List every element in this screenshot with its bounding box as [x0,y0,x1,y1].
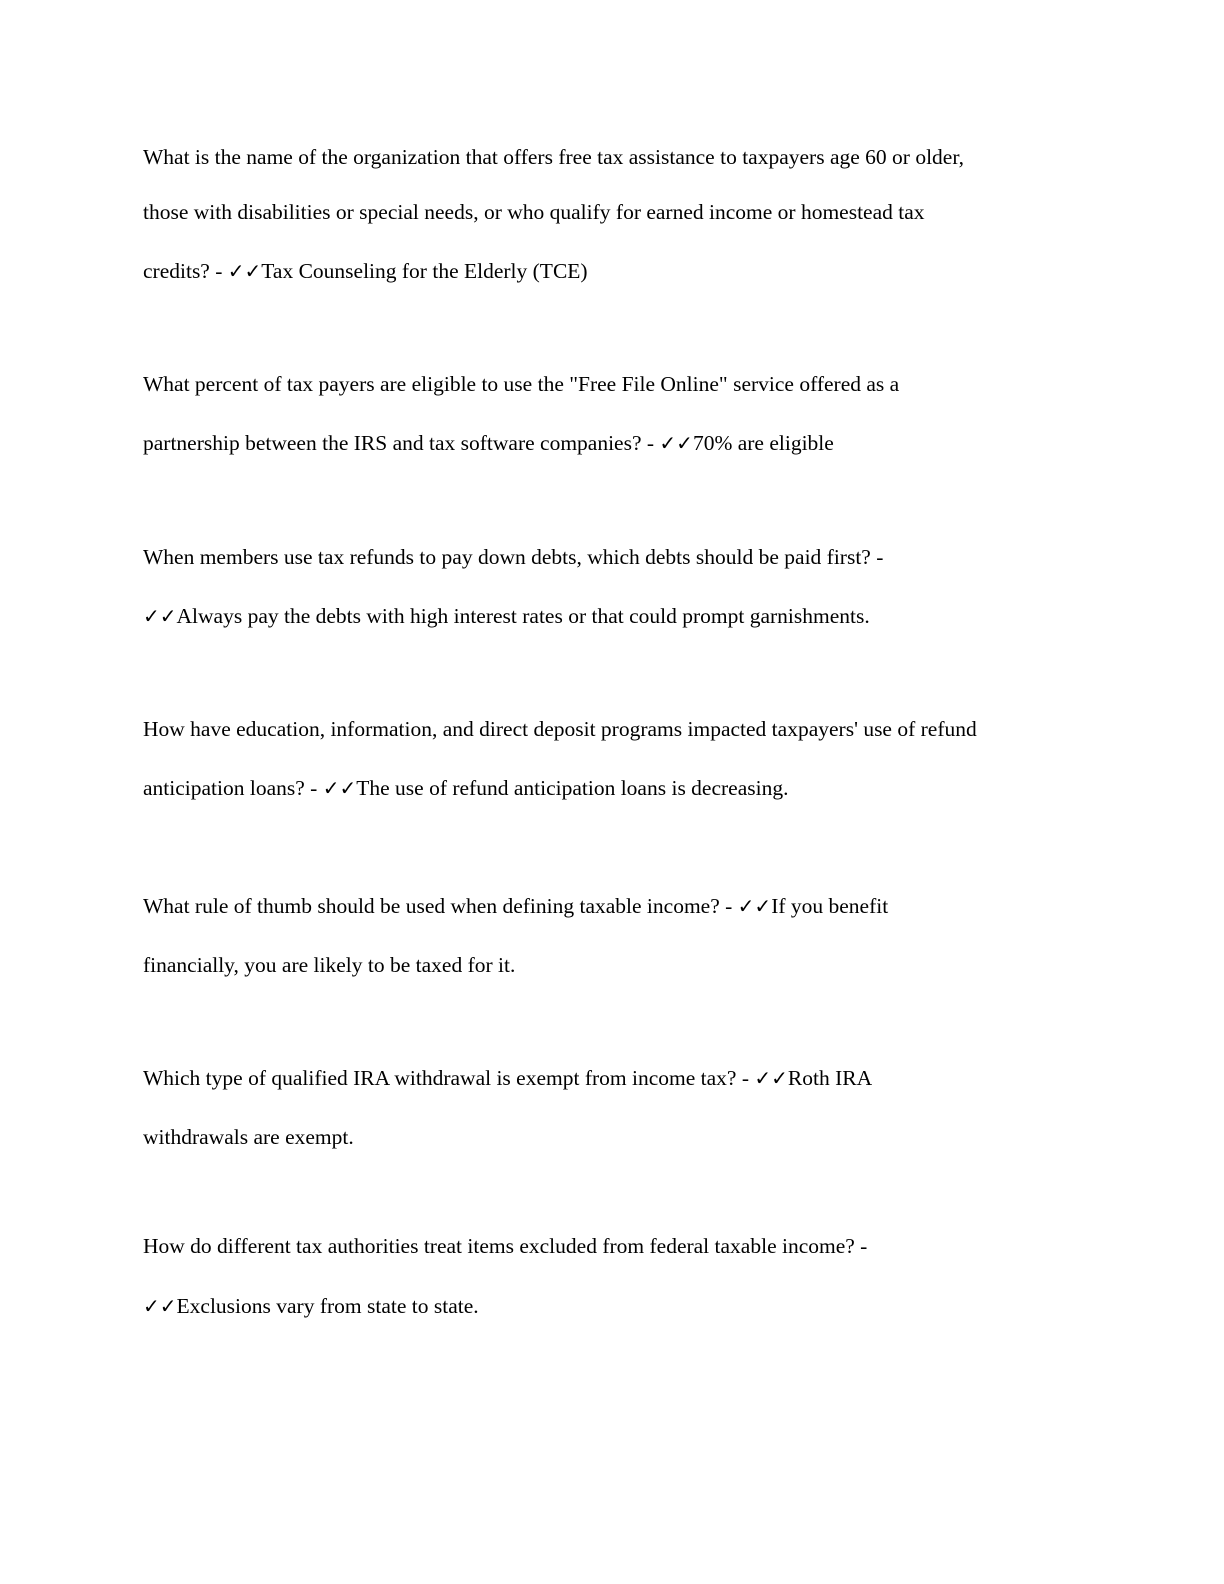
text: How do different tax authorities treat items excluded from federal taxable income? - [143,1234,868,1258]
qa-5-line-1 [143,893,888,919]
double-check-icon: ✓✓ [754,1066,788,1090]
qa-7-line-1 [143,1233,867,1259]
answer-text: Always pay the debts with high interest rates or that could prompt garnishments. [176,604,870,628]
text: financially, you are likely to be taxed for it. [143,953,516,977]
qa-2-line-2 [143,430,834,456]
qa-4-line-2 [143,775,788,801]
qa-4-line-1 [143,716,977,742]
double-check-icon: ✓✓ [659,431,693,455]
answer-text: 70% are eligible [692,431,834,455]
double-check-icon: ✓✓ [322,776,357,800]
text: anticipation loans? - [143,776,323,800]
answer-text: If you benefit [771,894,889,918]
answer-text: Roth IRA [787,1066,873,1090]
text: credits? - [143,259,228,283]
qa-7-line-2 [143,1293,479,1319]
qa-6-line-2 [143,1124,354,1150]
text: partnership between the IRS and tax software companies? - [143,431,660,455]
answer-text: Exclusions vary from state to state. [176,1294,479,1318]
double-check-icon: ✓✓ [143,1294,177,1318]
text: What percent of tax payers are eligible to use the "Free File Online" service offered as a [143,372,900,396]
text: What rule of thumb should be used when defining taxable income? - [143,894,738,918]
double-check-icon: ✓✓ [227,259,262,283]
qa-5-line-2 [143,952,515,978]
qa-6-line-1 [143,1065,872,1091]
qa-3-line-1 [143,544,883,570]
qa-3-line-2 [143,603,870,629]
answer-text: Tax Counseling for the Elderly (TCE) [261,259,588,283]
double-check-icon: ✓✓ [143,604,177,628]
answer-text: The use of refund anticipation loans is decreasing. [356,776,789,800]
text: When members use tax refunds to pay down debts, which debts should be paid first? - [143,545,884,569]
qa-1-line-2 [143,199,925,225]
text: withdrawals are exempt. [143,1125,354,1149]
qa-1-line-3 [143,258,588,284]
text: What is the name of the organization that offers free tax assistance to taxpayers age 60 or older, [143,145,965,169]
text: How have education, information, and direct deposit programs impacted taxpayers' use of refund [143,717,977,741]
qa-2-line-1 [143,371,899,397]
text: Which type of qualified IRA withdrawal is exempt from income tax? - [143,1066,755,1090]
double-check-icon: ✓✓ [737,894,772,918]
text: those with disabilities or special needs, or who qualify for earned income or homestead tax [143,200,925,224]
qa-1-line-1 [143,144,964,170]
